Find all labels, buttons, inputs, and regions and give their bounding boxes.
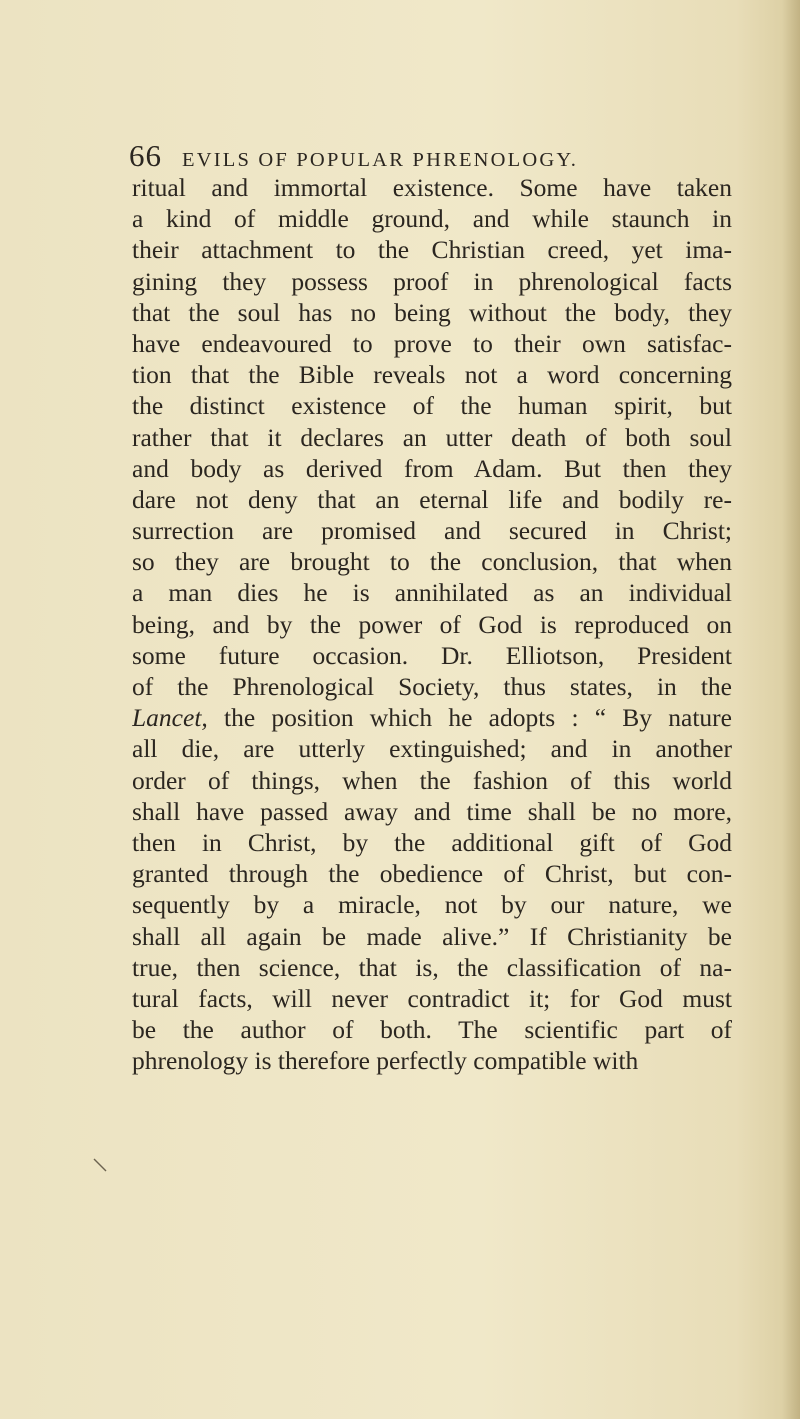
pencil-mark-icon (92, 1155, 122, 1175)
page-edge-shadow (782, 0, 800, 1419)
text-line: dare not deny that an eternal life and bodily re- (132, 484, 732, 514)
lancet-line-rest: the position which he adopts : “ By nature (207, 703, 732, 733)
text-line: tion that the Bible reveals not a word concerning (132, 360, 732, 390)
text-line: ritual and immortal existence. Some have taken (132, 173, 732, 202)
text-line: so they are brought to the conclusion, that when (132, 547, 732, 577)
text-line: shall all again be made alive.” If Christianity be (132, 921, 732, 951)
running-title: EVILS OF POPULAR PHRENOLOGY. (182, 149, 579, 171)
text-line: that the soul has no being without the body, they (132, 297, 732, 327)
text-line: all die, are utterly extinguished; and in another (132, 734, 732, 764)
text-line: a kind of middle ground, and while staunch in (132, 204, 732, 234)
text-line: their attachment to the Christian creed, yet ima- (132, 235, 732, 265)
page-number: 66 (129, 138, 162, 173)
text-line: granted through the obedience of Christ, but con- (132, 859, 732, 889)
text-line: gining they possess proof in phrenological facts (132, 266, 732, 296)
text-line: surrection are promised and secured in Christ; (132, 516, 732, 546)
text-line: rather that it declares an utter death of both soul (132, 422, 732, 452)
text-line: then in Christ, by the additional gift of God (132, 827, 732, 857)
lancet-title: Lancet, (132, 703, 208, 733)
text-line: of the Phrenological Society, thus states, in the (132, 672, 732, 701)
text-line: true, then science, that is, the classification of na- (132, 952, 732, 982)
body-text (132, 172, 732, 1076)
text-line: order of things, when the fashion of this world (132, 765, 732, 795)
text-line: a man dies he is annihilated as an individual (132, 578, 732, 608)
text-line: some future occasion. Dr. Elliotson, President (132, 640, 732, 670)
text-line: shall have passed away and time shall be no more, (132, 796, 732, 826)
text-line: have endeavoured to prove to their own satisfac- (132, 328, 732, 358)
text-line: be the author of both. The scientific part of (132, 1015, 732, 1045)
text-line: being, and by the power of God is reproduced on (132, 609, 732, 639)
text-line: tural facts, will never contradict it; for God must (132, 983, 732, 1013)
text-line: the distinct existence of the human spirit, but (132, 391, 732, 421)
text-line-lancet (132, 702, 732, 733)
text-line: sequently by a miracle, not by our nature, we (132, 890, 732, 920)
text-line: phrenology is therefore perfectly compatible with (132, 1046, 639, 1076)
text-line: and body as derived from Adam. But then they (132, 453, 732, 483)
